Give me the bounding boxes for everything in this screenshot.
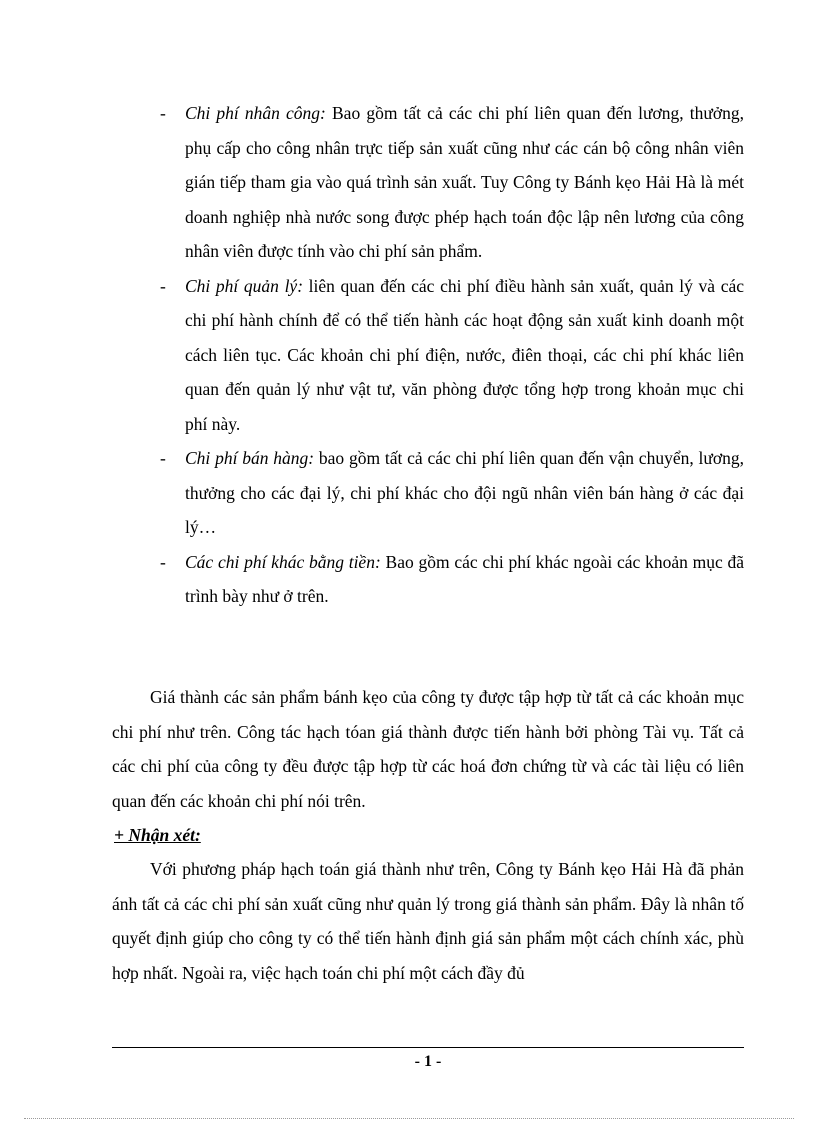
bullet-term: Chi phí bán hàng: <box>185 448 315 468</box>
bullet-dash: - <box>160 275 166 296</box>
list-item <box>160 269 744 442</box>
body-paragraph: Giá thành các sản phẩm bánh kẹo của công ty được tập hợp từ tất cả các khoản mục chi phí như trên. Công tác hạch tóan giá thành được tiến hành bởi phòng Tài vụ. Tất cả các chi phí của công ty đều được tập hợp từ các hoá đơn chứng từ và các tài liệu có liên quan đến các khoản chi phí nói trên. <box>112 687 744 811</box>
page-break-line <box>24 1118 794 1119</box>
bullet-text: Bao gồm các chi phí khác ngoài các khoản mục đã trình bày như ở trên. <box>185 551 744 606</box>
list-item <box>160 96 744 269</box>
bullet-term: Chi phí quản lý: <box>185 275 304 296</box>
bullet-term: Chi phí nhân công: <box>185 103 326 123</box>
list-item <box>160 545 744 614</box>
bullet-dash: - <box>160 103 166 123</box>
cost-items-list <box>160 96 744 614</box>
section-heading: + Nhận xét: <box>114 825 201 845</box>
body-paragraph: Với phương pháp hạch toán giá thành như trên, Công ty Bánh kẹo Hải Hà đã phản ánh tất cả các chi phí sản xuất cũng như quản lý trong giá thành sản phẩm. Đây là nhân tố quyết định giúp cho công ty có thể tiến hành định giá sản phẩm một cách chính xác, phù hợp nhất. Ngoài ra, việc hạch toán chi phí một cách đầy đủ <box>112 859 744 983</box>
bullet-text: bao gồm tất cả các chi phí liên quan đến vận chuyển, lương, thưởng cho các đại lý, chi phí khác cho đội ngũ nhân viên bán hàng ở các đại lý… <box>185 448 744 537</box>
bullet-term: Các chi phí khác bằng tiền: <box>185 551 381 572</box>
page-number: - 1 - <box>414 1053 442 1070</box>
bullet-dash: - <box>160 448 166 468</box>
list-item <box>160 441 744 545</box>
bullet-text: Bao gồm tất cả các chi phí liên quan đến lương, thưởng, phụ cấp cho công nhân trực tiếp sản xuất cũng như các cán bộ công nhân viên gián tiếp tham gia vào quá trình sản xuất. Tuy Công ty Bánh kẹo Hải Hà là mét doanh nghiệp nhà nước song được phép hạch toán độc lập nên lương của công nhân viên được tính vào chi phí sản phẩm. <box>185 103 744 261</box>
bullet-dash: - <box>160 551 166 572</box>
footer-divider <box>112 1047 744 1048</box>
bullet-text: liên quan đến các chi phí điều hành sản xuất, quản lý và các chi phí hành chính để có thể tiến hành các hoạt động sản xuất kinh doanh một cách liên tục. Các khoản chi phí điện, nước, điên thoại, các chi phí khác liên quan đến quản lý như vật tư, văn phòng được tổng hợp trong khoản mục chi phí này. <box>185 275 744 434</box>
